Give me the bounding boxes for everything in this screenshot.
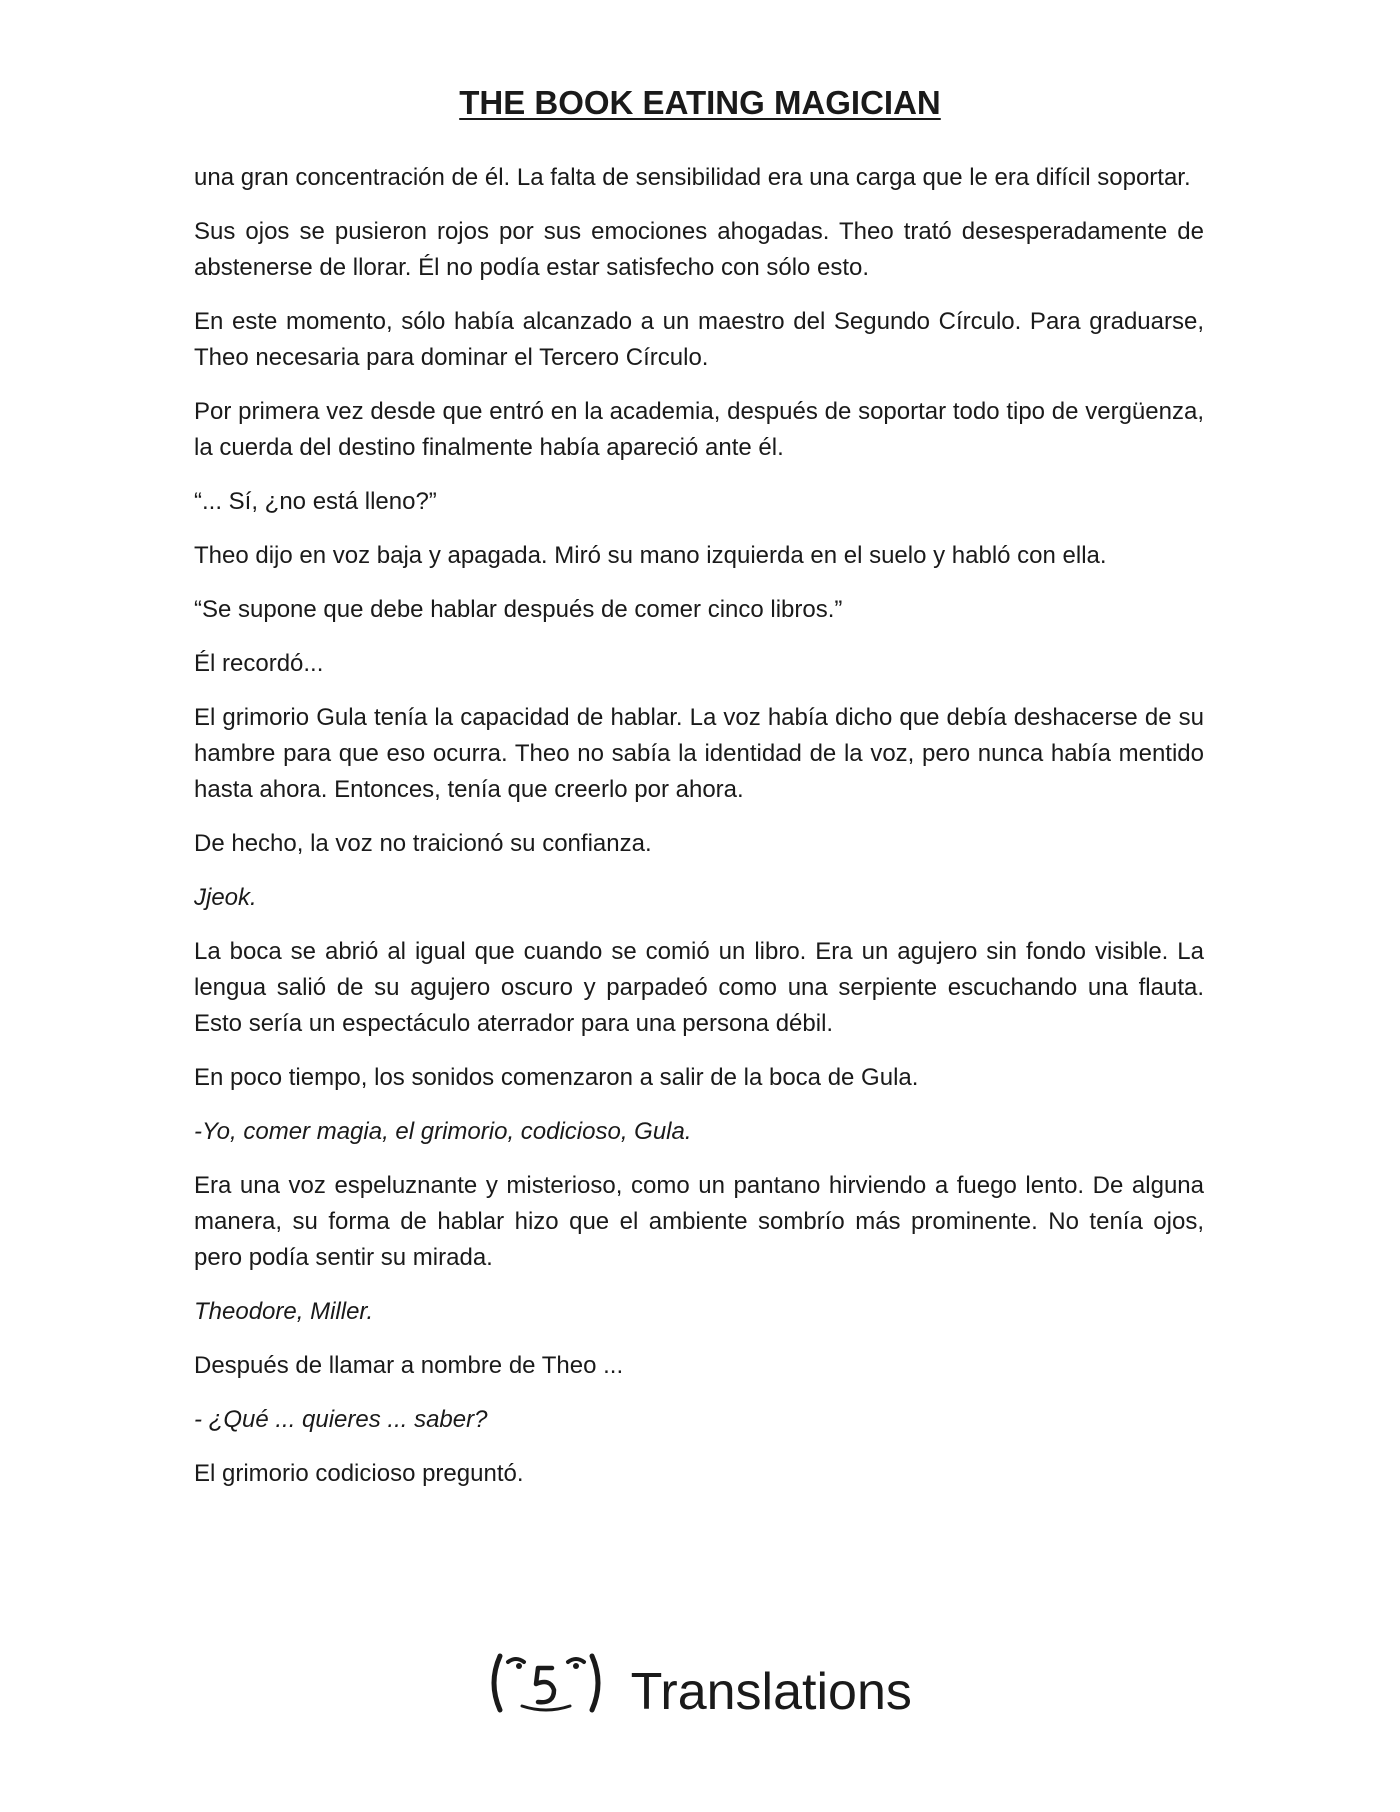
paragraph: Theo dijo en voz baja y apagada. Miró su mano izquierda en el suelo y habló con ella. <box>194 542 1107 569</box>
paragraph: El grimorio Gula tenía la capacidad de hablar. La voz había dicho que debía deshacerse de su hambre para que eso ocurra. Theo no sabía la identidad de la voz, pero nunca había mentido hasta ahora. Entonces, tenía que creerlo por ahora. <box>194 704 1204 803</box>
paragraph: “... Sí, ¿no está lleno?” <box>194 488 437 515</box>
paragraph: “Se supone que debe hablar después de comer cinco libros.” <box>194 596 843 623</box>
paragraph: Él recordó... <box>194 650 324 677</box>
paragraph: El grimorio codicioso preguntó. <box>194 1460 524 1487</box>
paragraph: Era una voz espeluznante y misterioso, como un pantano hirviendo a fuego lento. De alguna manera, su forma de hablar hizo que el ambiente sombrío más prominente. No tenía ojos, pero podía sentir su mirada. <box>194 1172 1204 1271</box>
paragraph: La boca se abrió al igual que cuando se comió un libro. Era un agujero sin fondo visible. La lengua salió de su agujero oscuro y parpadeó como una serpiente escuchando una flauta. Esto sería un espectáculo aterrador para una persona débil. <box>194 938 1204 1037</box>
paragraph: Sus ojos se pusieron rojos por sus emociones ahogadas. Theo trató desesperadamente de abstenerse de llorar. Él no podía estar satisfecho con sólo esto. <box>194 218 1204 281</box>
document-body <box>194 160 1204 1510</box>
footer-label: Translations <box>630 1663 912 1721</box>
paragraph: Theodore, Miller. <box>194 1298 374 1325</box>
paragraph: De hecho, la voz no traicionó su confianza. <box>194 830 652 857</box>
footer-brand <box>0 1652 1400 1732</box>
paragraph: Jjeok. <box>194 884 257 911</box>
paragraph: Después de llamar a nombre de Theo ... <box>194 1352 624 1379</box>
paragraph: En poco tiempo, los sonidos comenzaron a salir de la boca de Gula. <box>194 1064 919 1091</box>
paragraph: - ¿Qué ... quieres ... saber? <box>194 1406 488 1433</box>
paragraph: una gran concentración de él. La falta de sensibilidad era una carga que le era difícil soportar. <box>194 164 1191 191</box>
paragraph: Por primera vez desde que entró en la academia, después de soportar todo tipo de vergüenza, la cuerda del destino finalmente había apareció ante él. <box>194 398 1204 461</box>
paragraph: En este momento, sólo había alcanzado a un maestro del Segundo Círculo. Para graduarse, Theo necesaria para dominar el Tercero Círculo. <box>194 308 1204 371</box>
paragraph: -Yo, comer magia, el grimorio, codicioso, Gula. <box>194 1118 692 1145</box>
lenny-face-icon <box>488 1652 606 1732</box>
document-title: THE BOOK EATING MAGICIAN <box>459 84 941 121</box>
